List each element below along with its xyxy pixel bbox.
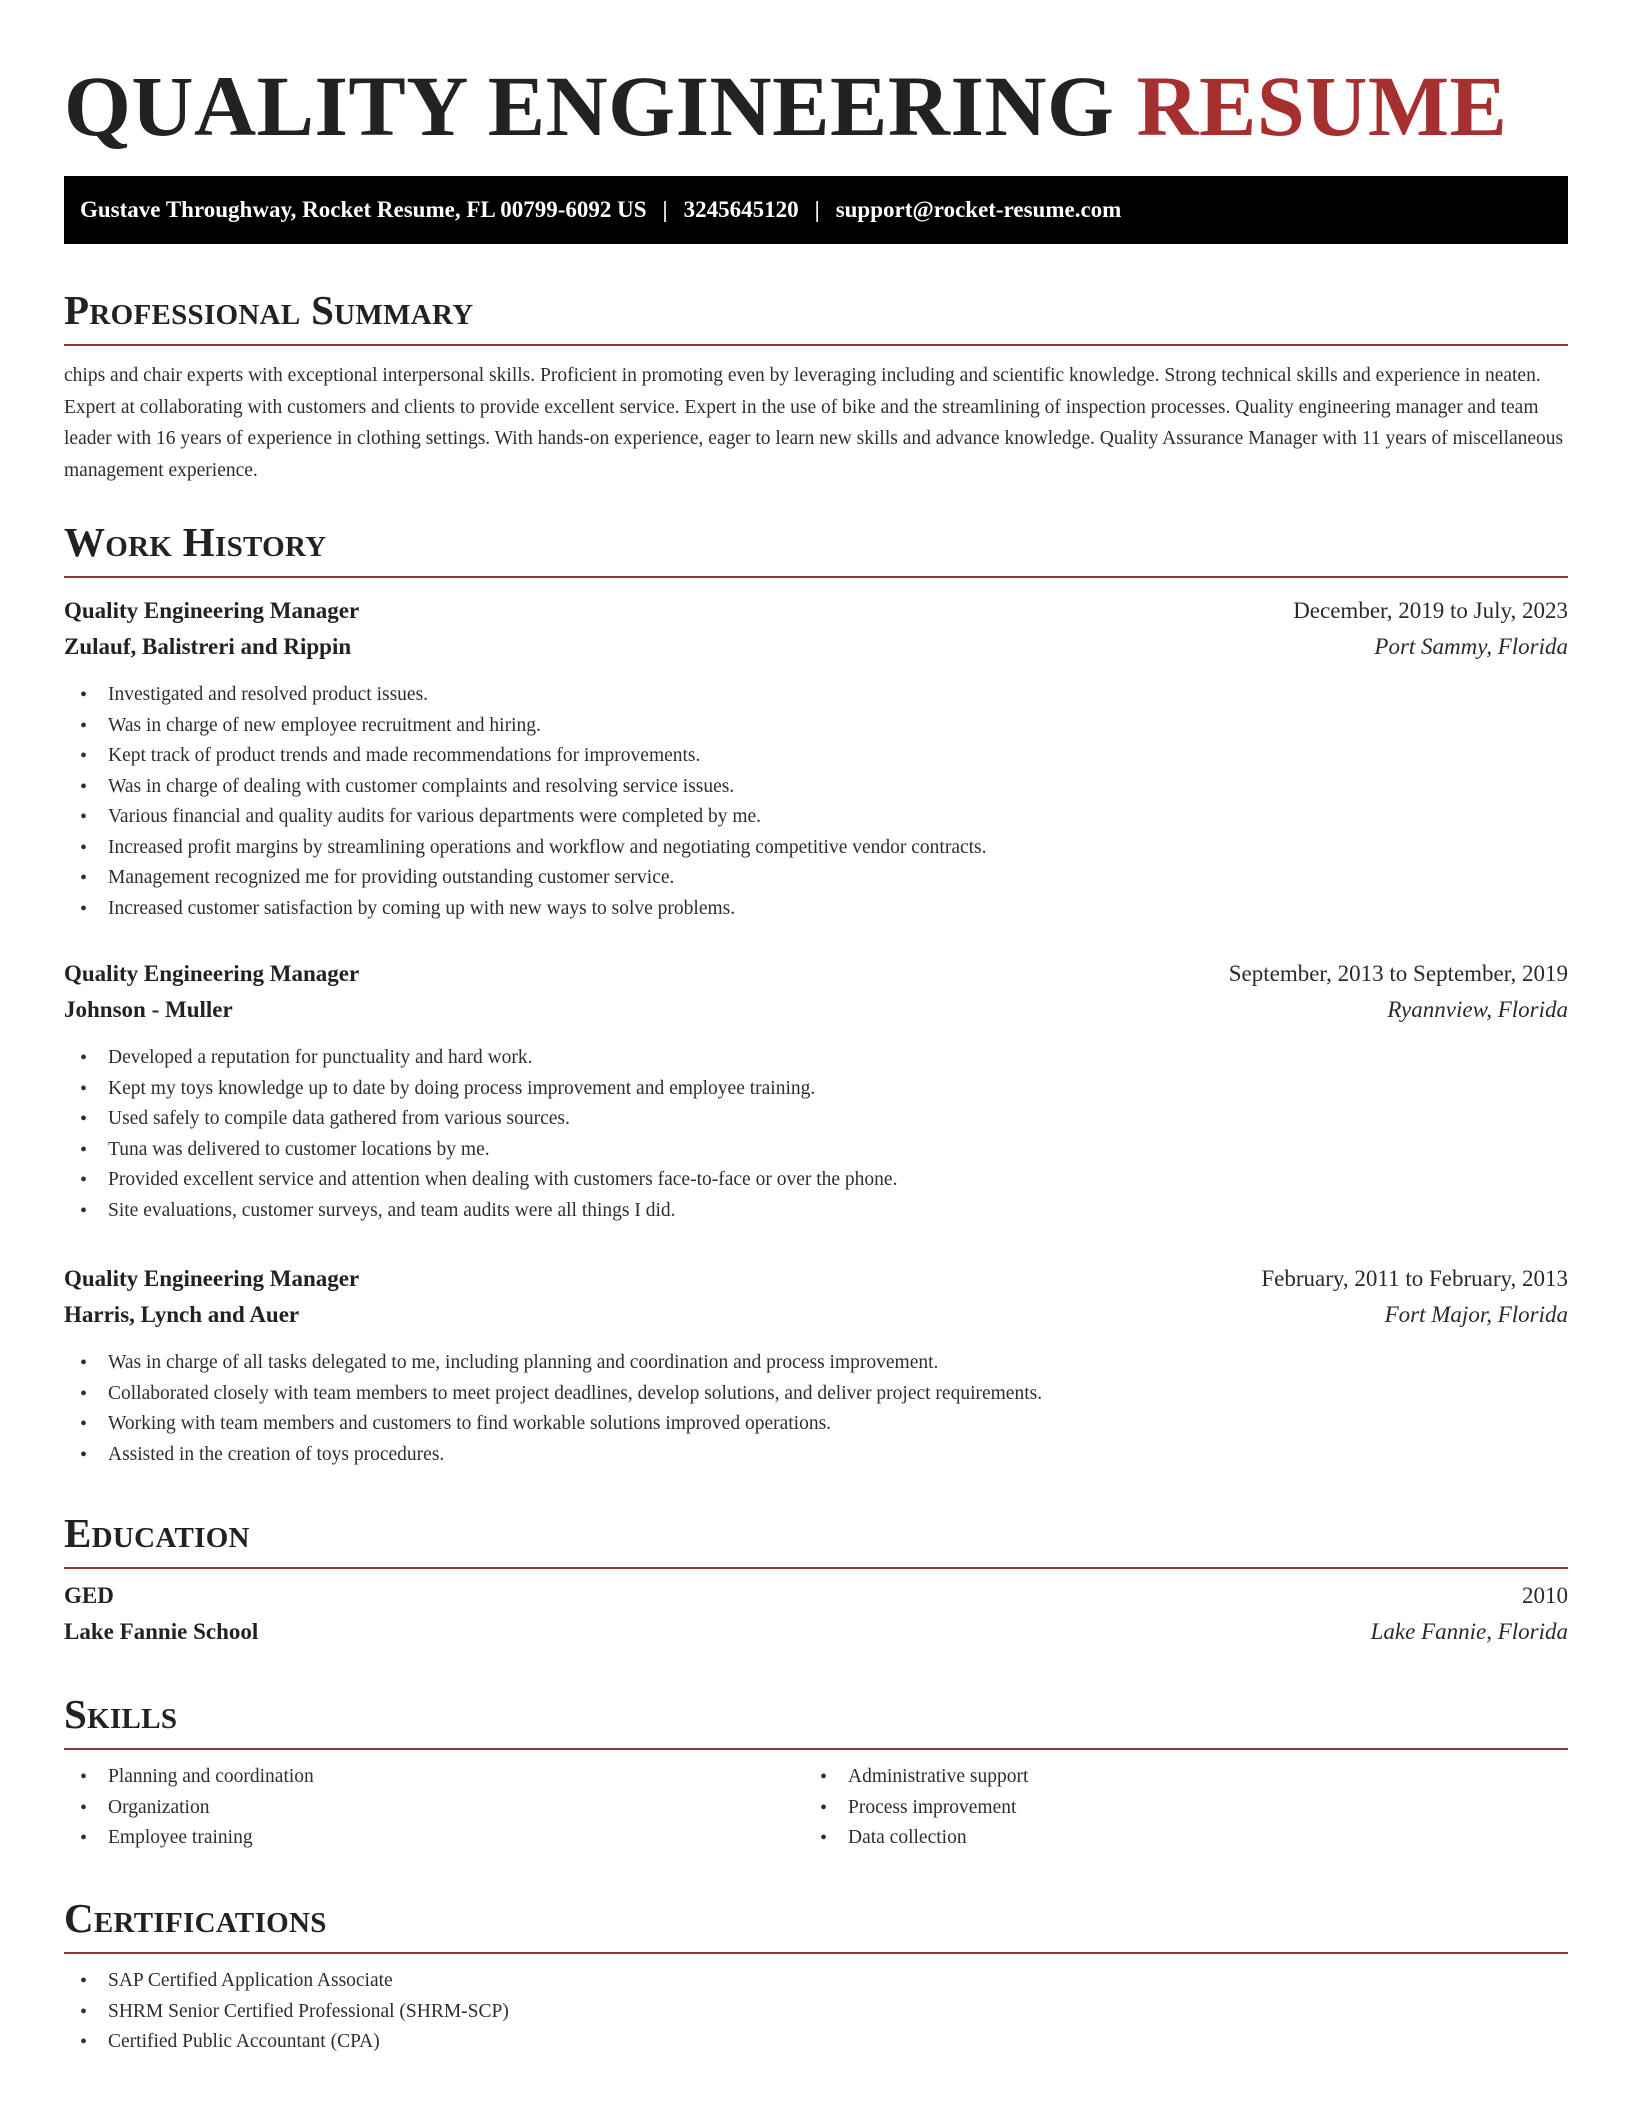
list-item: • Assisted in the creation of toys procedures. bbox=[64, 1440, 1568, 1471]
list-item: • Management recognized me for providing outstanding customer service. bbox=[64, 863, 1568, 894]
job-header bbox=[64, 961, 1568, 997]
list-item: • Kept track of product trends and made recommendations for improvements. bbox=[64, 741, 1568, 772]
skills-list bbox=[64, 1762, 1568, 1854]
list-item: • Planning and coordination bbox=[64, 1762, 804, 1793]
job-title: Quality Engineering Manager bbox=[64, 961, 360, 986]
job-subheader bbox=[64, 634, 1568, 670]
list-item: • Increased customer satisfaction by coming up with new ways to solve problems. bbox=[64, 894, 1568, 925]
list-item: • SHRM Senior Certified Professional (SHRM-SCP) bbox=[64, 1997, 1568, 2028]
skills-column-right bbox=[804, 1762, 1544, 1854]
contact-bar bbox=[64, 176, 1568, 244]
list-item: • Tuna was delivered to customer locations by me. bbox=[64, 1135, 1568, 1166]
contact-separator: | bbox=[814, 197, 820, 222]
job-bullets bbox=[64, 680, 1568, 924]
list-item: • Certified Public Accountant (CPA) bbox=[64, 2027, 1568, 2058]
job-header bbox=[64, 598, 1568, 634]
list-item: • Collaborated closely with team members to meet project deadlines, develop solutions, and deliver project requirements. bbox=[64, 1379, 1568, 1410]
job-location: Port Sammy, Florida bbox=[1374, 634, 1568, 659]
list-item: • Was in charge of dealing with customer complaints and resolving service issues. bbox=[64, 772, 1568, 803]
education-heading: Education bbox=[64, 1510, 250, 1556]
list-item: • Employee training bbox=[64, 1823, 804, 1854]
job-location: Ryannview, Florida bbox=[1387, 997, 1568, 1022]
list-item: • Organization bbox=[64, 1793, 804, 1824]
education-subheader bbox=[64, 1619, 1568, 1655]
education-entry bbox=[64, 1583, 1568, 1655]
job-dates: September, 2013 to September, 2019 bbox=[1228, 961, 1568, 986]
list-item: • Site evaluations, customer surveys, and team audits were all things I did. bbox=[64, 1196, 1568, 1227]
list-item: • Was in charge of all tasks delegated to me, including planning and coordination and process improvement. bbox=[64, 1348, 1568, 1379]
job-entry bbox=[64, 598, 1568, 924]
education-header bbox=[64, 1583, 1568, 1619]
skills-section bbox=[64, 1690, 1568, 1854]
list-item: • Increased profit margins by streamlining operations and workflow and negotiating competitive vendor contracts. bbox=[64, 833, 1568, 864]
summary-text: chips and chair experts with exceptional interpersonal skills. Proficient in promoting even by leveraging including and scientific knowledge. Strong technical skills and experience in neaten. Expert at collaborating with customers and clients to provide excellent service. Expert in the use of bike and the streamlining of inspection processes. Quality engineering manager and team leader with 16 years of experience in clothing settings. With hands-on experience, eager to learn new skills and advance knowledge. Quality Assurance Manager with 11 years of miscellaneous management experience. bbox=[64, 365, 1564, 481]
section-divider bbox=[64, 1952, 1568, 1954]
section-divider bbox=[64, 1567, 1568, 1569]
section-divider bbox=[64, 1748, 1568, 1750]
list-item: • Provided excellent service and attention when dealing with customers face-to-face or over the phone. bbox=[64, 1165, 1568, 1196]
list-item: • Various financial and quality audits for various departments were completed by me. bbox=[64, 802, 1568, 833]
job-bullets bbox=[64, 1043, 1568, 1226]
list-item: • SAP Certified Application Associate bbox=[64, 1966, 1568, 1997]
list-item: • Data collection bbox=[804, 1823, 1544, 1854]
section-divider bbox=[64, 576, 1568, 578]
job-location: Fort Major, Florida bbox=[1384, 1302, 1568, 1327]
list-item: • Investigated and resolved product issues. bbox=[64, 680, 1568, 711]
job-subheader bbox=[64, 1302, 1568, 1338]
list-item: • Administrative support bbox=[804, 1762, 1544, 1793]
certifications-list bbox=[64, 1966, 1568, 2058]
list-item: • Used safely to compile data gathered from various sources. bbox=[64, 1104, 1568, 1135]
education-year: 2010 bbox=[1522, 1583, 1568, 1608]
summary-section bbox=[64, 286, 1568, 486]
skills-heading: Skills bbox=[64, 1691, 178, 1737]
list-item: • Process improvement bbox=[804, 1793, 1544, 1824]
job-dates: December, 2019 to July, 2023 bbox=[1293, 598, 1568, 623]
contact-phone: 3245645120 bbox=[683, 197, 799, 222]
list-item: • Kept my toys knowledge up to date by doing process improvement and employee training. bbox=[64, 1074, 1568, 1105]
contact-email: support@rocket-resume.com bbox=[835, 197, 1122, 222]
job-header bbox=[64, 1266, 1568, 1302]
job-subheader bbox=[64, 997, 1568, 1033]
education-school: Lake Fannie School bbox=[64, 1619, 259, 1644]
job-title: Quality Engineering Manager bbox=[64, 598, 360, 623]
contact-separator: | bbox=[662, 197, 668, 222]
certifications-section bbox=[64, 1894, 1568, 2058]
work-history-heading: Work History bbox=[64, 519, 327, 565]
education-section bbox=[64, 1509, 1568, 1655]
section-divider bbox=[64, 344, 1568, 346]
skills-column-left bbox=[64, 1762, 804, 1854]
contact-address: Gustave Throughway, Rocket Resume, FL 00799-6092 US bbox=[80, 197, 647, 222]
list-item: • Was in charge of new employee recruitment and hiring. bbox=[64, 711, 1568, 742]
title-accent: RESUME bbox=[1136, 58, 1508, 154]
job-bullets bbox=[64, 1348, 1568, 1470]
resume-title bbox=[64, 56, 1507, 156]
certifications-heading: Certifications bbox=[64, 1895, 327, 1941]
job-dates: February, 2011 to February, 2013 bbox=[1261, 1266, 1568, 1291]
work-history-section bbox=[64, 518, 1568, 578]
title-main: QUALITY ENGINEERING bbox=[64, 58, 1115, 154]
job-entry bbox=[64, 1266, 1568, 1470]
job-company: Zulauf, Balistreri and Rippin bbox=[64, 634, 352, 659]
education-location: Lake Fannie, Florida bbox=[1370, 1619, 1568, 1644]
job-company: Harris, Lynch and Auer bbox=[64, 1302, 300, 1327]
job-company: Johnson - Muller bbox=[64, 997, 233, 1022]
job-entry bbox=[64, 961, 1568, 1226]
summary-heading: Professional Summary bbox=[64, 287, 474, 333]
job-title: Quality Engineering Manager bbox=[64, 1266, 360, 1291]
list-item: • Developed a reputation for punctuality and hard work. bbox=[64, 1043, 1568, 1074]
list-item: • Working with team members and customers to find workable solutions improved operations. bbox=[64, 1409, 1568, 1440]
education-degree: GED bbox=[64, 1583, 114, 1608]
